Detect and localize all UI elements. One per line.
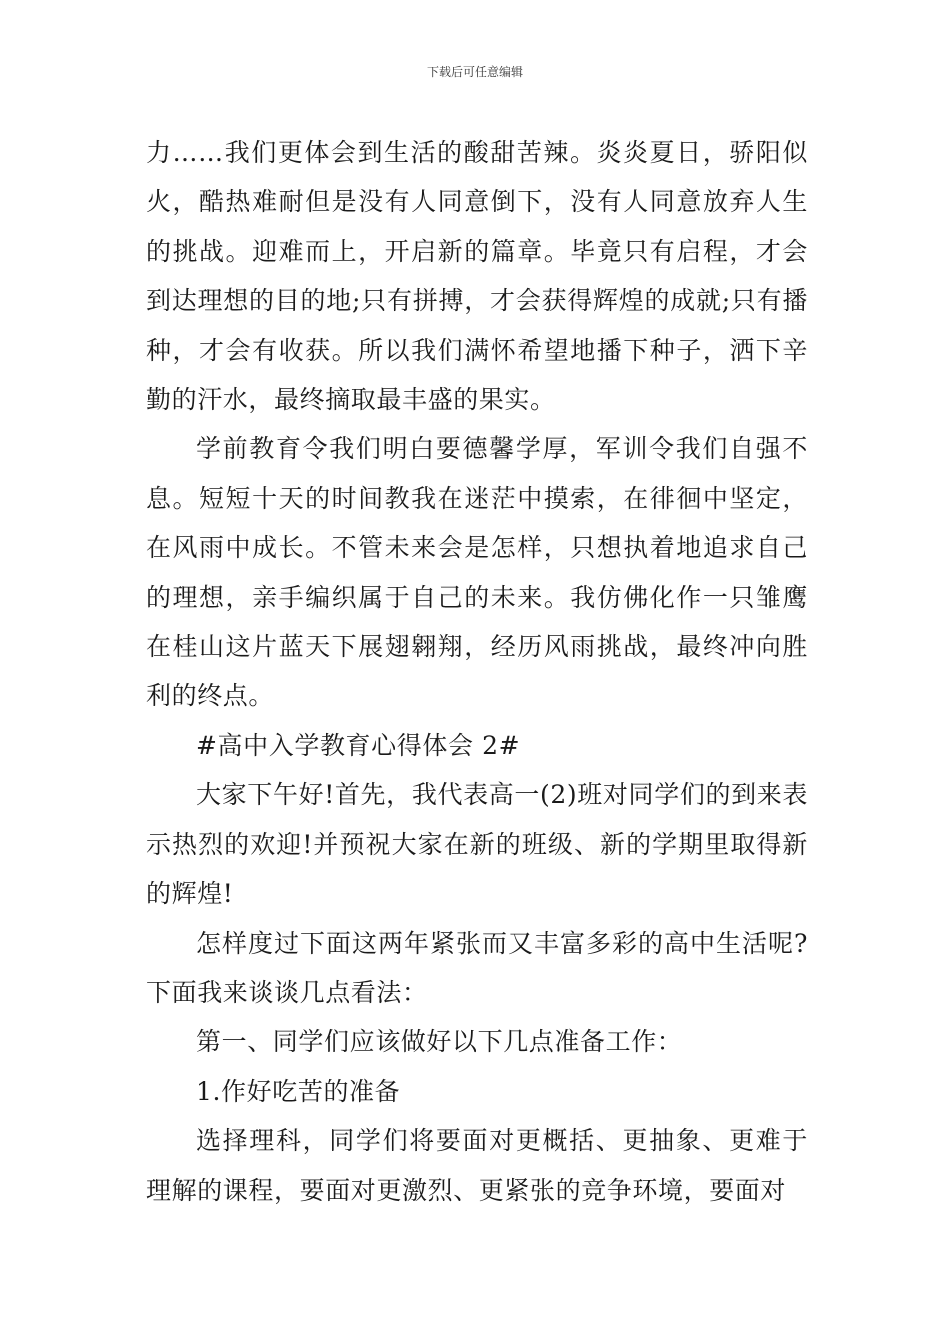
list-item-heading: 1.作好吃苦的准备 — [196, 1076, 401, 1106]
page-header-note: 下载后可任意编辑 — [426, 65, 523, 79]
paragraph: 怎样度过下面这两年紧张而又丰富多彩的高中生活呢?下面我来谈谈几点看法： — [146, 928, 808, 1007]
paragraph: 选择理科，同学们将要面对更概括、更抽象、更难于理解的课程，要面对更激烈、更紧张的竞争环境，要面对 — [146, 1126, 808, 1205]
paragraph: 第一、同学们应该做好以下几点准备工作： — [196, 1027, 683, 1057]
paragraph-continued: 力……我们更体会到生活的酸甜苦辣。炎炎夏日，骄阳似火，酷热难耐但是没有人同意倒下，没有人同意放弃人生的挑战。迎难而上，开启新的篇章。毕竟只有启程，才会到达理想的目的地;只有拼搏，才会获得辉煌的成就;只有播种，才会有收获。所以我们满怀希望地播下种子，洒下辛勤的汗水，最终摘取最丰盛的果实。 — [146, 138, 808, 415]
section-heading: #高中入学教育心得体会 2# — [196, 730, 521, 760]
paragraph: 学前教育令我们明白要德馨学厚，军训令我们自强不息。短短十天的时间教我在迷茫中摸索，在徘徊中坚定，在风雨中成长。不管未来会是怎样，只想执着地追求自己的理想，亲手编织属于自己的未来。我仿佛化作一只雏鹰在桂山这片蓝天下展翅翱翔，经历风雨挑战，最终冲向胜利的终点。 — [146, 434, 808, 711]
paragraph: 大家下午好!首先，我代表高一(2)班对同学们的到来表示热烈的欢迎!并预祝大家在新的班级、新的学期里取得新的辉煌! — [146, 780, 808, 909]
document-body — [146, 128, 808, 1215]
